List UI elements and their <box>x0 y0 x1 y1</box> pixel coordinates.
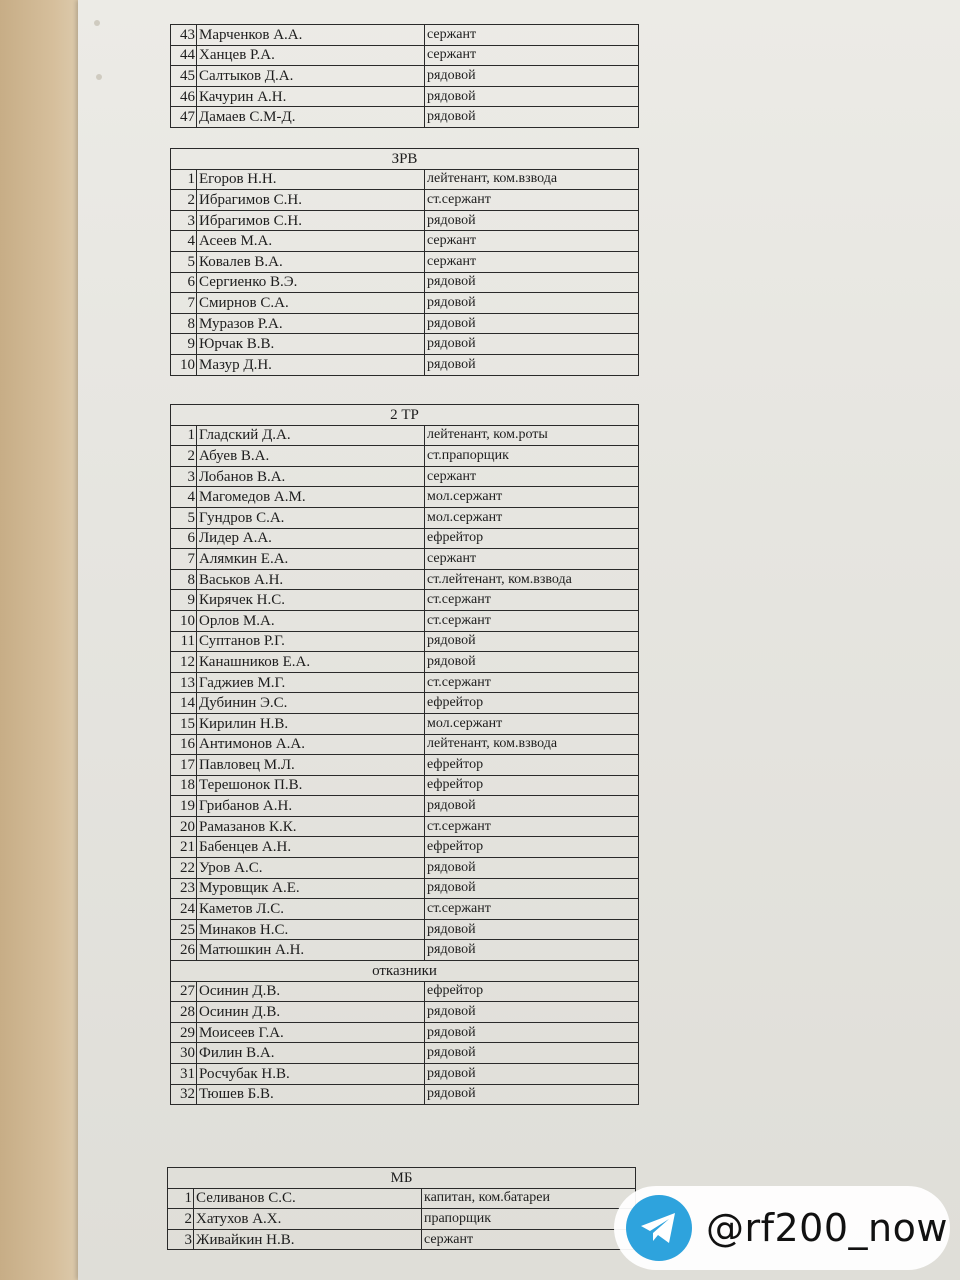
person-rank: ст.сержант <box>425 590 639 611</box>
row-number: 2 <box>168 1209 194 1230</box>
person-rank: рядовой <box>425 1084 639 1105</box>
row-number: 12 <box>171 652 197 673</box>
row-number: 23 <box>171 878 197 899</box>
person-rank: ефрейтор <box>425 981 639 1002</box>
row-number: 25 <box>171 919 197 940</box>
person-rank: ст.сержант <box>425 190 639 211</box>
person-name: Лидер А.А. <box>197 528 425 549</box>
row-number: 10 <box>171 610 197 631</box>
person-name: Антимонов А.А. <box>197 734 425 755</box>
person-rank: сержант <box>425 25 639 46</box>
row-number: 6 <box>171 272 197 293</box>
table-row <box>171 1084 639 1105</box>
person-name: Селиванов С.С. <box>194 1188 422 1209</box>
section-header-row <box>168 1168 636 1189</box>
person-name: Минаков Н.С. <box>197 919 425 940</box>
row-number: 27 <box>171 981 197 1002</box>
section-title: ЗРВ <box>171 149 639 170</box>
person-rank: ефрейтор <box>425 693 639 714</box>
row-number: 17 <box>171 755 197 776</box>
person-rank: рядовой <box>425 1022 639 1043</box>
table-row <box>171 507 639 528</box>
desk-background <box>0 0 90 1280</box>
punch-hole <box>96 74 102 80</box>
table-row <box>171 272 639 293</box>
row-number: 30 <box>171 1043 197 1064</box>
person-rank: сержант <box>425 231 639 252</box>
person-name: Абуев В.А. <box>197 446 425 467</box>
table-row <box>171 878 639 899</box>
person-rank: ст.сержант <box>425 816 639 837</box>
row-number: 5 <box>171 507 197 528</box>
row-number: 3 <box>171 210 197 231</box>
person-name: Бабенцев А.Н. <box>197 837 425 858</box>
person-name: Муразов Р.А. <box>197 313 425 334</box>
row-number: 2 <box>171 190 197 211</box>
row-number: 18 <box>171 775 197 796</box>
person-name: Гладский Д.А. <box>197 425 425 446</box>
row-number: 9 <box>171 590 197 611</box>
person-name: Филин В.А. <box>197 1043 425 1064</box>
person-rank: рядовой <box>425 272 639 293</box>
table-row <box>171 631 639 652</box>
person-rank: рядовой <box>425 313 639 334</box>
channel-watermark <box>614 1186 950 1270</box>
person-name: Живайкин Н.В. <box>194 1229 422 1250</box>
table-row <box>171 45 639 66</box>
person-name: Ковалев В.А. <box>197 251 425 272</box>
section-header-row <box>171 405 639 426</box>
row-number: 1 <box>171 425 197 446</box>
table-row <box>171 528 639 549</box>
table-row <box>171 713 639 734</box>
row-number: 43 <box>171 25 197 46</box>
row-number: 11 <box>171 631 197 652</box>
person-rank: рядовой <box>425 1064 639 1085</box>
table-row <box>171 652 639 673</box>
table-row <box>171 86 639 107</box>
person-rank: ефрейтор <box>425 528 639 549</box>
row-number: 22 <box>171 858 197 879</box>
person-name: Уров А.С. <box>197 858 425 879</box>
table-row <box>168 1188 636 1209</box>
row-number: 28 <box>171 1002 197 1023</box>
row-number: 9 <box>171 334 197 355</box>
person-name: Васьков А.Н. <box>197 569 425 590</box>
telegram-icon <box>626 1195 692 1261</box>
person-name: Хатухов А.Х. <box>194 1209 422 1230</box>
person-rank: мол.сержант <box>425 713 639 734</box>
table-row <box>171 590 639 611</box>
person-rank: ефрейтор <box>425 775 639 796</box>
row-number: 3 <box>171 466 197 487</box>
table-row <box>171 487 639 508</box>
person-name: Моисеев Г.А. <box>197 1022 425 1043</box>
person-rank: ст.сержант <box>425 899 639 920</box>
row-number: 24 <box>171 899 197 920</box>
table-row <box>171 610 639 631</box>
person-name: Осинин Д.В. <box>197 1002 425 1023</box>
person-name: Муровщик А.Е. <box>197 878 425 899</box>
channel-handle: @rf200_now <box>706 1206 948 1250</box>
person-rank: рядовой <box>425 1002 639 1023</box>
person-rank: лейтенант, ком.взвода <box>425 734 639 755</box>
table-row <box>171 1022 639 1043</box>
row-number: 15 <box>171 713 197 734</box>
table-row <box>171 1043 639 1064</box>
person-name: Гундров С.А. <box>197 507 425 528</box>
section-header-row <box>171 149 639 170</box>
person-name: Дамаев С.М-Д. <box>197 107 425 128</box>
person-name: Магомедов А.М. <box>197 487 425 508</box>
section-header-row <box>171 961 639 982</box>
person-rank: рядовой <box>425 1043 639 1064</box>
row-number: 7 <box>171 549 197 570</box>
table-row <box>171 858 639 879</box>
row-number: 44 <box>171 45 197 66</box>
person-rank: ст.лейтенант, ком.взвода <box>425 569 639 590</box>
person-rank: капитан, ком.батареи <box>422 1188 636 1209</box>
person-name: Ханцев Р.А. <box>197 45 425 66</box>
table-row <box>171 755 639 776</box>
person-rank: лейтенант, ком.роты <box>425 425 639 446</box>
row-number: 32 <box>171 1084 197 1105</box>
row-number: 4 <box>171 231 197 252</box>
row-number: 7 <box>171 293 197 314</box>
section-title: МБ <box>168 1168 636 1189</box>
person-rank: сержант <box>422 1229 636 1250</box>
row-number: 2 <box>171 446 197 467</box>
roster-table-mb <box>167 1167 636 1250</box>
person-rank: рядовой <box>425 940 639 961</box>
table-row <box>171 672 639 693</box>
person-name: Ибрагимов С.Н. <box>197 190 425 211</box>
row-number: 10 <box>171 354 197 375</box>
table-row <box>171 107 639 128</box>
row-number: 45 <box>171 66 197 87</box>
row-number: 14 <box>171 693 197 714</box>
person-name: Алямкин Е.А. <box>197 549 425 570</box>
row-number: 20 <box>171 816 197 837</box>
person-name: Росчубак Н.В. <box>197 1064 425 1085</box>
person-rank: мол.сержант <box>425 487 639 508</box>
table-row <box>171 169 639 190</box>
person-name: Каметов Л.С. <box>197 899 425 920</box>
table-row <box>171 569 639 590</box>
person-name: Ибрагимов С.Н. <box>197 210 425 231</box>
person-name: Качурин А.Н. <box>197 86 425 107</box>
person-rank: ефрейтор <box>425 837 639 858</box>
person-rank: прапорщик <box>422 1209 636 1230</box>
table-row <box>168 1209 636 1230</box>
person-rank: рядовой <box>425 652 639 673</box>
table-row <box>171 899 639 920</box>
table-row <box>171 981 639 1002</box>
row-number: 47 <box>171 107 197 128</box>
person-rank: ефрейтор <box>425 755 639 776</box>
roster-table-2tr <box>170 404 639 1105</box>
table-row <box>171 1064 639 1085</box>
person-name: Рамазанов К.К. <box>197 816 425 837</box>
row-number: 46 <box>171 86 197 107</box>
row-number: 16 <box>171 734 197 755</box>
person-rank: сержант <box>425 549 639 570</box>
person-rank: сержант <box>425 251 639 272</box>
person-name: Мазур Д.Н. <box>197 354 425 375</box>
person-name: Кирилин Н.В. <box>197 713 425 734</box>
row-number: 4 <box>171 487 197 508</box>
person-name: Смирнов С.А. <box>197 293 425 314</box>
table-row <box>171 231 639 252</box>
table-row <box>171 25 639 46</box>
person-name: Лобанов В.А. <box>197 466 425 487</box>
person-name: Сергиенко В.Э. <box>197 272 425 293</box>
person-name: Юрчак В.В. <box>197 334 425 355</box>
table-row <box>171 354 639 375</box>
roster-table-zrv <box>170 148 639 376</box>
table-row <box>171 549 639 570</box>
person-rank: ст.прапорщик <box>425 446 639 467</box>
row-number: 19 <box>171 796 197 817</box>
table-row <box>171 940 639 961</box>
table-row <box>171 251 639 272</box>
person-name: Орлов М.А. <box>197 610 425 631</box>
table-row <box>171 734 639 755</box>
person-rank: рядовой <box>425 631 639 652</box>
person-rank: лейтенант, ком.взвода <box>425 169 639 190</box>
table-row <box>171 775 639 796</box>
person-name: Гаджиев М.Г. <box>197 672 425 693</box>
person-rank: ст.сержант <box>425 672 639 693</box>
row-number: 8 <box>171 569 197 590</box>
table-row <box>171 919 639 940</box>
row-number: 21 <box>171 837 197 858</box>
person-name: Дубинин Э.С. <box>197 693 425 714</box>
person-rank: рядовой <box>425 210 639 231</box>
table-row <box>171 66 639 87</box>
row-number: 31 <box>171 1064 197 1085</box>
person-rank: ст.сержант <box>425 610 639 631</box>
table-row <box>171 425 639 446</box>
person-name: Егоров Н.Н. <box>197 169 425 190</box>
person-name: Салтыков Д.А. <box>197 66 425 87</box>
section-title: 2 ТР <box>171 405 639 426</box>
row-number: 5 <box>171 251 197 272</box>
person-name: Осинин Д.В. <box>197 981 425 1002</box>
table-row <box>171 816 639 837</box>
section-title: отказники <box>171 961 639 982</box>
table-row <box>168 1229 636 1250</box>
person-rank: рядовой <box>425 796 639 817</box>
person-rank: рядовой <box>425 354 639 375</box>
table-row <box>171 210 639 231</box>
row-number: 1 <box>168 1188 194 1209</box>
row-number: 29 <box>171 1022 197 1043</box>
row-number: 26 <box>171 940 197 961</box>
table-row <box>171 466 639 487</box>
row-number: 8 <box>171 313 197 334</box>
person-name: Кирячек Н.С. <box>197 590 425 611</box>
person-name: Марченков А.А. <box>197 25 425 46</box>
person-name: Грибанов А.Н. <box>197 796 425 817</box>
person-name: Канашников Е.А. <box>197 652 425 673</box>
person-rank: рядовой <box>425 919 639 940</box>
row-number: 1 <box>171 169 197 190</box>
row-number: 6 <box>171 528 197 549</box>
person-rank: рядовой <box>425 293 639 314</box>
person-rank: мол.сержант <box>425 507 639 528</box>
person-name: Тюшев Б.В. <box>197 1084 425 1105</box>
person-name: Матюшкин А.Н. <box>197 940 425 961</box>
person-name: Суптанов Р.Г. <box>197 631 425 652</box>
punch-hole <box>94 20 100 26</box>
person-rank: рядовой <box>425 86 639 107</box>
table-row <box>171 446 639 467</box>
table-row <box>171 837 639 858</box>
roster-table-continued <box>170 24 639 128</box>
table-row <box>171 1002 639 1023</box>
person-rank: рядовой <box>425 107 639 128</box>
person-rank: рядовой <box>425 858 639 879</box>
row-number: 13 <box>171 672 197 693</box>
person-name: Павловец М.Л. <box>197 755 425 776</box>
person-rank: рядовой <box>425 66 639 87</box>
person-rank: сержант <box>425 45 639 66</box>
table-row <box>171 693 639 714</box>
row-number: 3 <box>168 1229 194 1250</box>
person-name: Асеев М.А. <box>197 231 425 252</box>
table-row <box>171 796 639 817</box>
table-row <box>171 190 639 211</box>
table-row <box>171 334 639 355</box>
person-rank: рядовой <box>425 334 639 355</box>
person-rank: сержант <box>425 466 639 487</box>
person-rank: рядовой <box>425 878 639 899</box>
person-name: Терешонок П.В. <box>197 775 425 796</box>
table-row <box>171 293 639 314</box>
table-row <box>171 313 639 334</box>
